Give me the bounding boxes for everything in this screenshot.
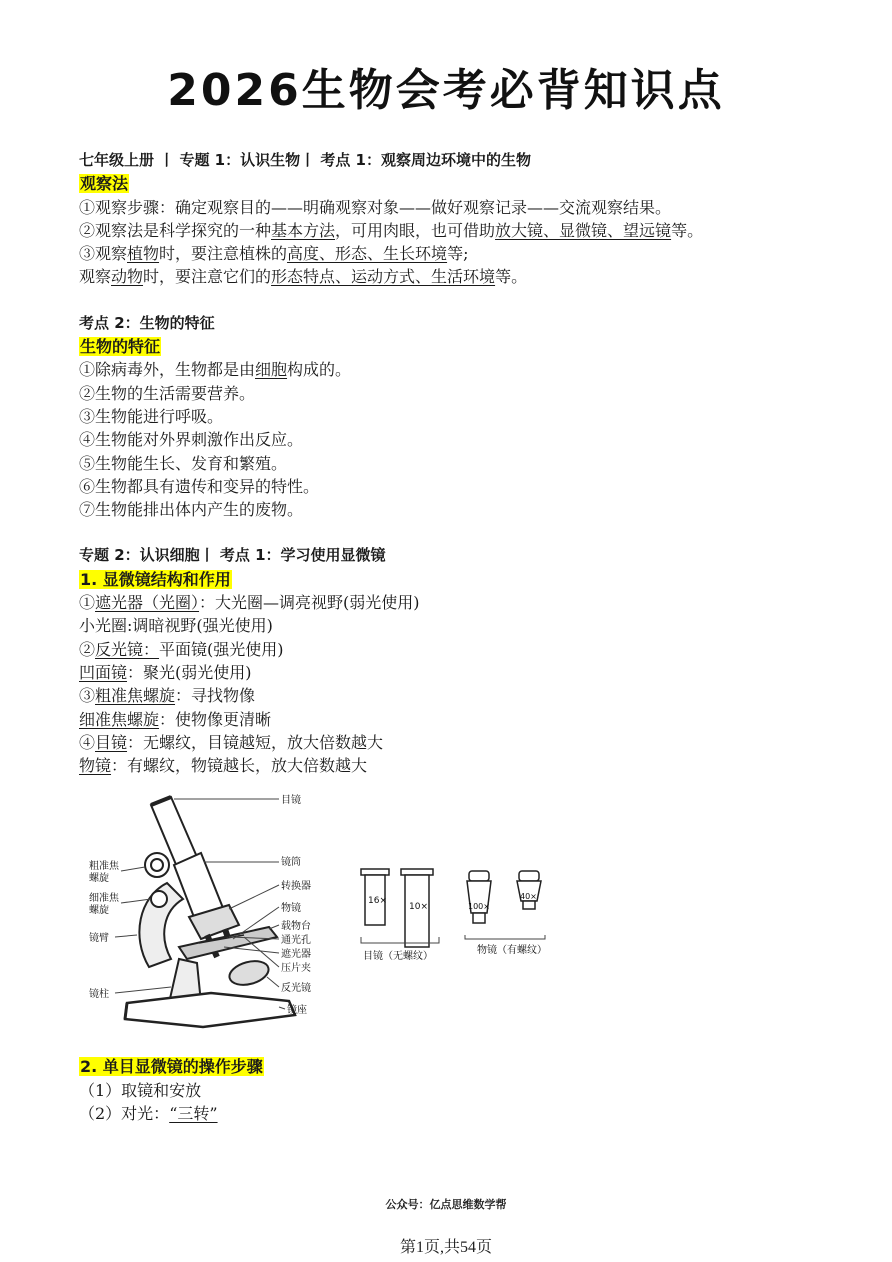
section-heading-3: 专题 2：认识细胞丨 考点 1：学习使用显微镜 <box>79 546 386 565</box>
figure-label: 转换器 <box>281 881 311 893</box>
page-number: 第1页,共54页 <box>399 1239 492 1256</box>
figure-label: 载物台 <box>281 921 311 933</box>
figure-label: 镜筒 <box>281 857 301 869</box>
text-line: 小光圈:调暗视野(强光使用) <box>79 616 273 636</box>
figure-label: 细准焦 <box>89 893 119 905</box>
figure-label: 压片夹 <box>281 963 311 975</box>
text-line: ③观察植物时，要注意植株的高度、形态、生长环境等; <box>79 244 469 264</box>
page-title: 2026生物会考必背知识点 <box>167 65 725 116</box>
text-line: ①除病毒外，生物都是由细胞构成的。 <box>79 360 352 380</box>
text-line: ②反光镜：平面镜(强光使用) <box>79 639 284 659</box>
text-line: 观察动物时，要注意它们的形态特点、运动方式、生活环境等。 <box>79 267 528 287</box>
figure-label: 螺旋 <box>89 905 109 917</box>
footer-wechat: 公众号：亿点思维数学帮 <box>385 1198 507 1211</box>
text-line: ④生物能对外界刺激作出反应。 <box>79 430 304 450</box>
text-line: ①遮光器（光圈）：大光圈—调亮视野(弱光使用) <box>79 593 420 613</box>
figure-label: 镜座 <box>287 1005 307 1017</box>
eyepiece-mark-10x: 10× <box>409 902 428 913</box>
highlight-label-microscope-structure: 1. 显微镜结构和作用 <box>80 569 231 589</box>
text-line: 细准焦螺旋：使物像更清晰 <box>79 709 272 729</box>
text-line: ②观察法是科学探究的一种基本方法，可用肉眼，也可借助放大镜、显微镜、望远镜等。 <box>79 220 704 240</box>
eyepiece-mark-16x: 16× <box>368 896 387 907</box>
text-line: ⑦生物能排出体内产生的废物。 <box>79 500 304 520</box>
figure-label: 通光孔 <box>281 935 311 947</box>
figure-label: 反光镜 <box>281 983 311 995</box>
microscope-diagram <box>79 787 639 1047</box>
text-line: ④目镜：无螺纹，目镜越短，放大倍数越大 <box>79 732 384 752</box>
figure-label: 目镜 <box>281 795 301 807</box>
text-line: （1）取镜和安放 <box>79 1080 202 1100</box>
text-line: ⑤生物能生长、发育和繁殖。 <box>79 453 288 473</box>
figure-label: 物镜 <box>281 903 301 915</box>
eyepiece-caption: 目镜（无螺纹） <box>363 951 433 963</box>
figure-label: 螺旋 <box>89 873 109 885</box>
objective-mark-40x: 40× <box>520 892 537 902</box>
highlight-label-observation: 观察法 <box>80 174 129 194</box>
figure-label: 镜柱 <box>89 989 109 1001</box>
figure-label: 遮光器 <box>281 949 311 961</box>
text-line: ⑥生物都具有遗传和变异的特性。 <box>79 476 320 496</box>
highlight-label-characteristics: 生物的特征 <box>80 337 161 357</box>
section-heading-1: 七年级上册 丨 专题 1：认识生物丨 考点 1：观察周边环境中的生物 <box>79 151 531 169</box>
text-line: ③生物能进行呼吸。 <box>79 406 224 426</box>
document-body <box>79 149 839 1125</box>
text-line: 凹面镜：聚光(弱光使用) <box>79 662 252 682</box>
objective-caption: 物镜（有螺纹） <box>477 945 547 957</box>
objective-mark-100x: 100× <box>468 902 490 912</box>
text-line: ②生物的生活需要营养。 <box>79 383 256 403</box>
text-line: 物镜：有螺纹，物镜越长，放大倍数越大 <box>79 756 368 776</box>
microscope-figure <box>79 787 639 1047</box>
highlight-label-operation-steps: 2. 单目显微镜的操作步骤 <box>80 1057 263 1077</box>
text-line: （2）对光：“三转” <box>79 1104 218 1124</box>
text-line: ③粗准焦螺旋：寻找物像 <box>79 686 256 706</box>
text-line: ①观察步骤：确定观察目的——明确观察对象——做好观察记录——交流观察结果。 <box>79 197 672 217</box>
section-heading-2: 考点 2：生物的特征 <box>79 313 215 332</box>
figure-label: 镜臂 <box>89 933 109 945</box>
figure-label: 粗准焦 <box>89 861 119 873</box>
